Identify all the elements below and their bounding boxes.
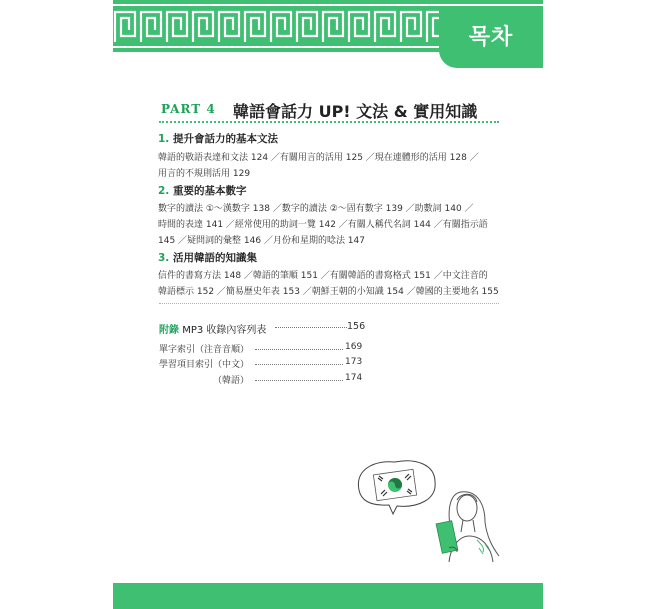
dot-leader (275, 327, 347, 328)
part-label: PART 4 (161, 102, 216, 116)
toc-page (113, 0, 543, 609)
dot-leader (255, 364, 343, 365)
section-3-title (158, 250, 257, 265)
appendix-text: MP3 收錄內容列表 (182, 325, 267, 336)
index-entry-word: 單字索引（注音音順） (159, 345, 250, 355)
toc-tab (439, 8, 543, 68)
appendix-label: 附錄 (159, 325, 179, 336)
section-number: 2. (158, 185, 170, 197)
section-title-text: 提升會話力的基本文法 (172, 133, 278, 145)
toc-line: 數字的讀法 ①～漢數字 138 ／數字的讀法 ②～固有數字 139 ／助數詞 140 ／ (158, 204, 474, 214)
dot-leader (255, 349, 343, 350)
part-divider (159, 121, 499, 123)
toc-line: 信件的書寫方法 148 ／韓語的筆順 151 ／有關韓語的書寫格式 151 ／中文注音的 (158, 271, 488, 281)
appendix-page: 156 (347, 321, 366, 332)
woman-with-flag-illustration (353, 452, 503, 562)
index-page: 169 (345, 342, 363, 352)
section-number: 3. (158, 252, 170, 264)
section-2-title (158, 183, 246, 198)
toc-line: 145 ／疑問詞的彙整 146 ／月份和星期的唸法 147 (158, 236, 365, 246)
appendix-entry (159, 321, 266, 336)
index-page: 174 (345, 373, 363, 383)
section-title-text: 重要的基本數字 (172, 185, 247, 197)
index-entry-chinese: 學習項目索引（中文） (159, 360, 250, 370)
section-separator (159, 303, 499, 304)
dot-leader (255, 380, 343, 381)
section-number: 1. (158, 133, 170, 145)
korean-flag-icon (373, 469, 416, 500)
toc-line: 韓語的敬語表達和文法 124 ／有關用言的活用 125 ／現在連體形的活用 128 ／ (158, 153, 479, 163)
part-header (159, 99, 499, 121)
section-1-title (158, 131, 278, 146)
footer-band (113, 583, 543, 609)
toc-line: 韓語標示 152 ／簡易歷史年表 153 ／朝鮮王朝的小知識 154 ／韓國的主要地名 155 (158, 287, 499, 297)
toc-line: 時間的表達 141 ／經常使用的助詞一覽 142 ／有關人稱代名詞 144 ／有關指示語 (158, 220, 488, 230)
index-entry-korean: （韓語） (213, 376, 250, 386)
index-page: 173 (345, 357, 363, 367)
section-title-text: 活用韓語的知識集 (172, 252, 257, 264)
guidebook-icon (436, 521, 458, 554)
toc-line: 用言的不規則活用 129 (158, 169, 251, 179)
toc-tab-label: 목차 (468, 25, 514, 50)
part-title: 韓語會話力 UP! 文法 & 實用知識 (233, 102, 478, 121)
